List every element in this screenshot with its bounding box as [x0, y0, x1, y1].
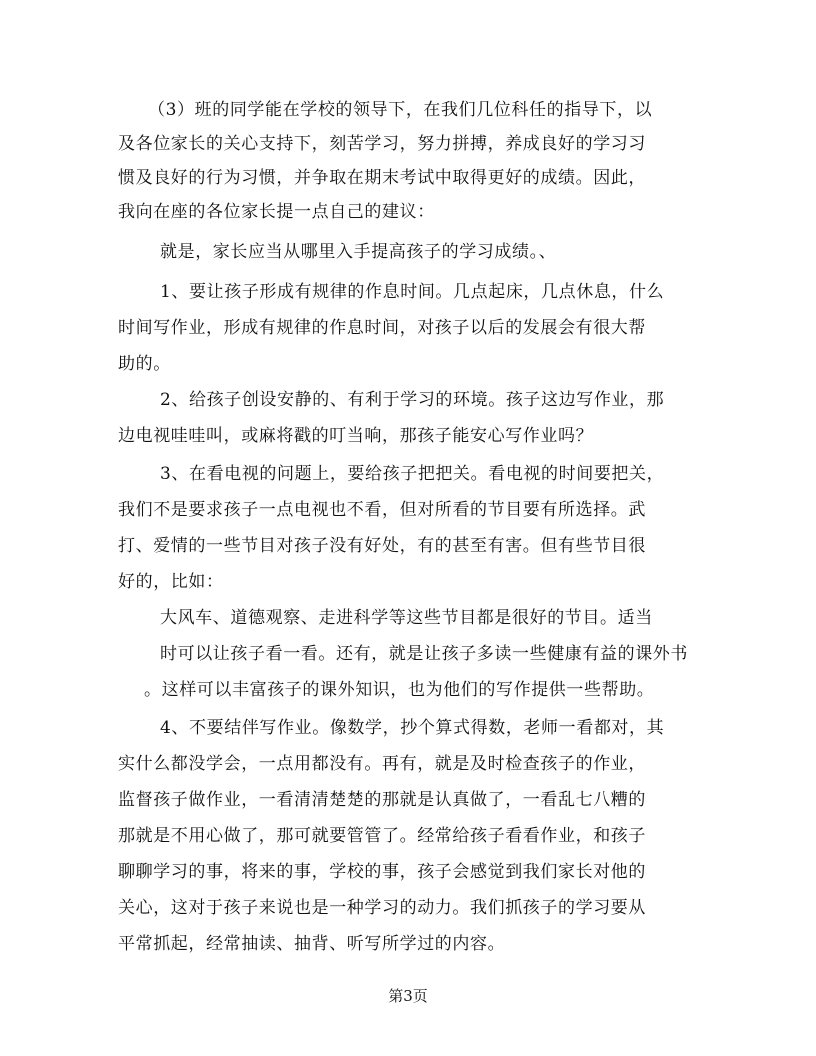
text-line: 时可以让孩子看一看。还有，就是让孩子多读一些健康有益的课外书 [160, 644, 688, 664]
text-line: 好的，比如： [118, 572, 224, 592]
text-line: 及各位家长的关心支持下，刻苦学习，努力拼搏，养成良好的学习习 [118, 134, 646, 154]
text-line: 打、爱情的一些节目对孩子没有好处，有的甚至有害。但有些节目很 [118, 536, 646, 556]
text-line: 。这样可以丰富孩子的课外知识，也为他们的写作提供一些帮助。 [144, 680, 655, 700]
text-line: 就是，家长应当从哪里入手提高孩子的学习成绩。、 [160, 242, 557, 262]
text-line: 我向在座的各位家长提一点自己的建议： [118, 202, 435, 222]
text-line: 那就是不用心做了，那可就要管管了。经常给孩子看看作业，和孩子 [118, 826, 646, 846]
text-line: 3、在看电视的问题上，要给孩子把把关。看电视的时间要把关， [160, 464, 665, 484]
text-line: 边电视哇哇叫，或麻将戳的叮当响，那孩子能安心写作业吗？ [118, 426, 594, 446]
text-line: 2、给孩子创设安静的、有利于学习的环境。孩子这边写作业，那 [160, 390, 665, 410]
text-line: 关心，这对于孩子来说也是一种学习的动力。我们抓孩子的学习要从 [118, 898, 646, 918]
text-line: 监督孩子做作业，一看清清楚楚的那就是认真做了，一看乱七八糟的 [118, 790, 646, 810]
text-line: 惯及良好的行为习惯，并争取在期末考试中取得更好的成绩。因此， [118, 168, 646, 188]
text-line: 实什么都没学会，一点用都没有。再有，就是及时检查孩子的作业， [118, 754, 646, 774]
text-line: 聊聊学习的事，将来的事，学校的事，孩子会感觉到我们家长对他的 [118, 862, 646, 882]
text-line: 助的。 [118, 354, 171, 374]
text-line: 我们不是要求孩子一点电视也不看，但对所看的节目要有所选择。武 [118, 500, 646, 520]
text-line: （3）班的同学能在学校的领导下，在我们几位科任的指导下，以 [148, 100, 653, 120]
text-line: 4、不要结伴写作业。像数学，抄个算式得数，老师一看都对，其 [160, 718, 665, 738]
text-line: 大风车、道德观察、走进科学等这些节目都是很好的节目。适当 [160, 608, 653, 628]
text-line: 1、要让孩子形成有规律的作息时间。几点起床，几点休息，什么 [160, 282, 665, 302]
text-line: 平常抓起，经常抽读、抽背、听写所学过的内容。 [118, 934, 506, 954]
page-number: 第3页 [388, 987, 428, 1005]
text-line: 时间写作业，形成有规律的作息时间，对孩子以后的发展会有很大帮 [118, 318, 646, 338]
